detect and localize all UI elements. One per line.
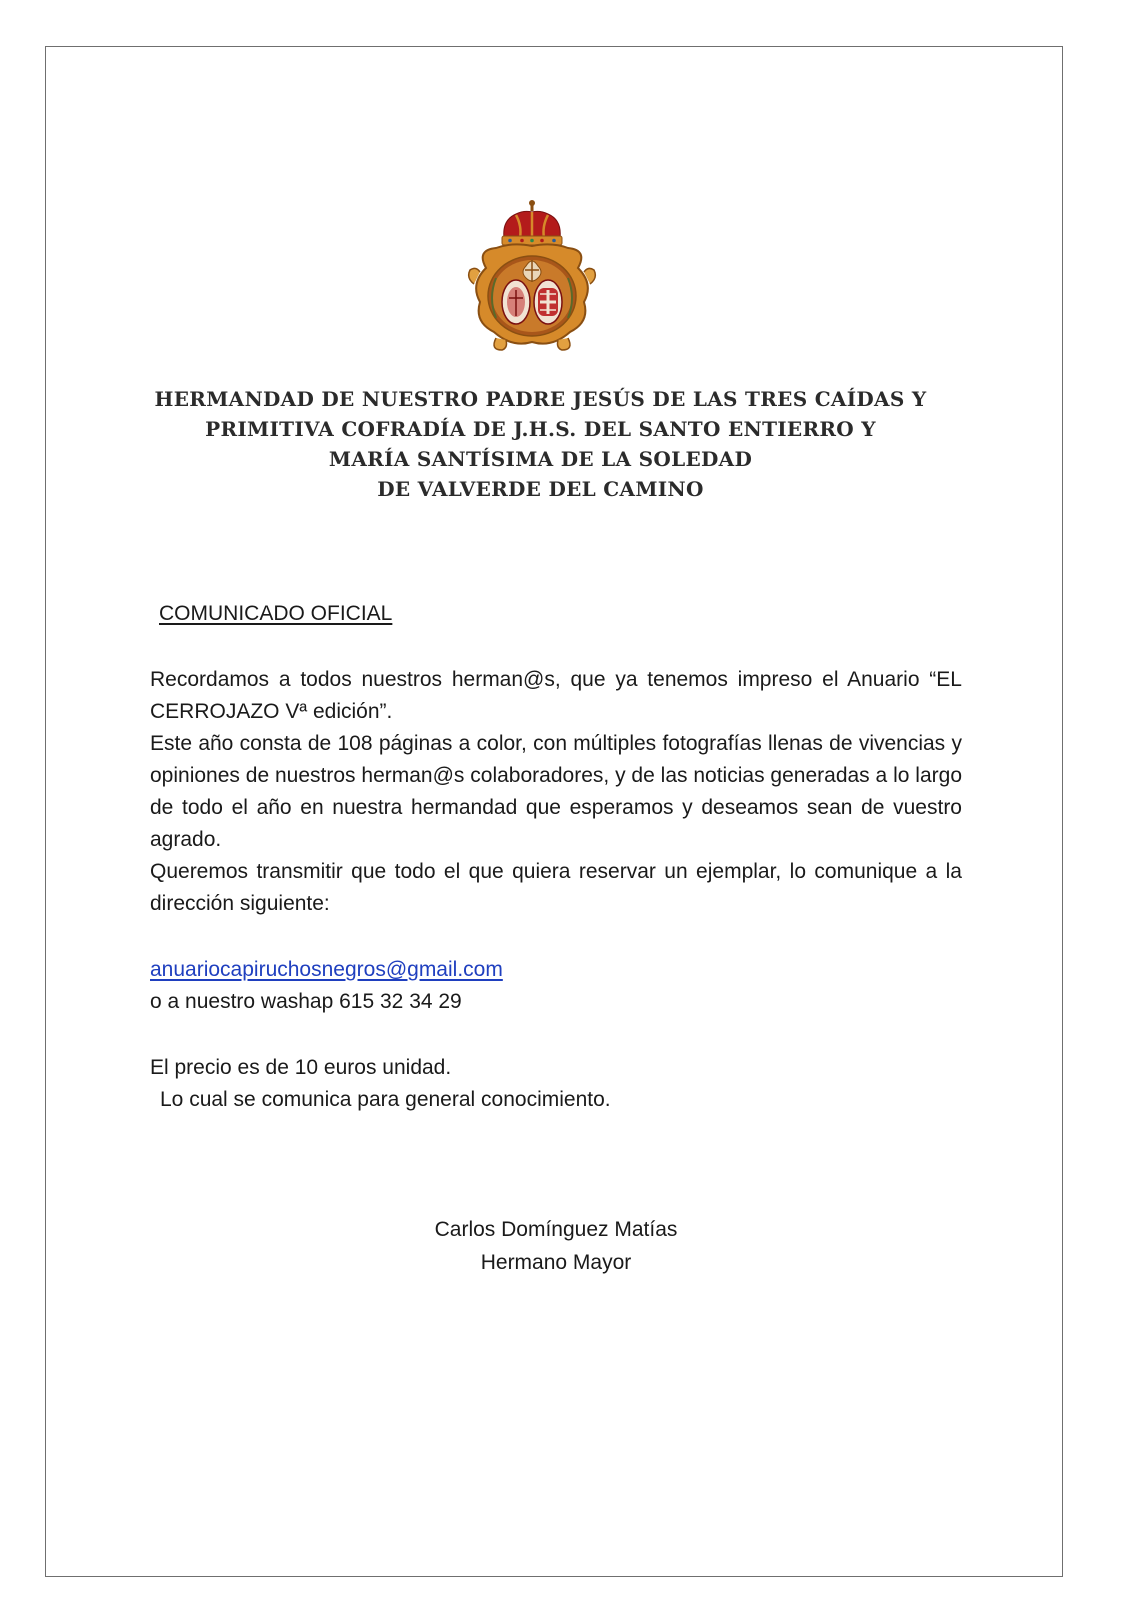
crown-icon	[502, 200, 562, 245]
org-title-line-1: HERMANDAD DE NUESTRO PADRE JESÚS DE LAS TRES CAÍDAS Y	[154, 387, 927, 411]
signer-title: Hermano Mayor	[480, 1251, 632, 1274]
org-title-line-4: DE VALVERDE DEL CAMINO	[377, 477, 704, 501]
contact-block	[150, 954, 503, 1018]
organization-title	[150, 384, 931, 504]
announcement-body	[150, 664, 962, 920]
org-title-line-2: PRIMITIVA COFRADÍA DE J.H.S. DEL SANTO ENTIERRO Y	[205, 417, 876, 441]
signer-name: Carlos Domínguez Matías	[434, 1218, 678, 1241]
document-heading: COMUNICADO OFICIAL	[159, 602, 393, 625]
org-title-line-3: MARÍA SANTÍSIMA DE LA SOLEDAD	[328, 447, 753, 471]
price-block	[150, 1052, 611, 1116]
email-link[interactable]: anuariocapiruchosnegros@gmail.com	[150, 958, 503, 981]
paragraph-2: Este año consta de 108 páginas a color, con múltiples fotografías llenas de vivencias y opiniones de nuestros herman@s colaboradores, y de las noticias generadas a lo largo de todo el año en nuestra hermandad que esperamos y deseamos sean de vuestro agrado.	[150, 732, 962, 851]
price-text: El precio es de 10 euros unidad.	[150, 1056, 452, 1079]
closing-text: Lo cual se comunica para general conocimiento.	[160, 1088, 611, 1111]
paragraph-1: Recordamos a todos nuestros herman@s, que ya tenemos impreso el Anuario “EL CERROJAZO Vª edición”.	[150, 668, 962, 723]
paragraph-3: Queremos transmitir que todo el que quiera reservar un ejemplar, lo comunique a la dirección siguiente:	[150, 860, 962, 915]
crest-icon	[466, 198, 598, 354]
signature-block	[420, 1213, 692, 1279]
whatsapp-text: o a nuestro washap 615 32 34 29	[150, 990, 462, 1013]
